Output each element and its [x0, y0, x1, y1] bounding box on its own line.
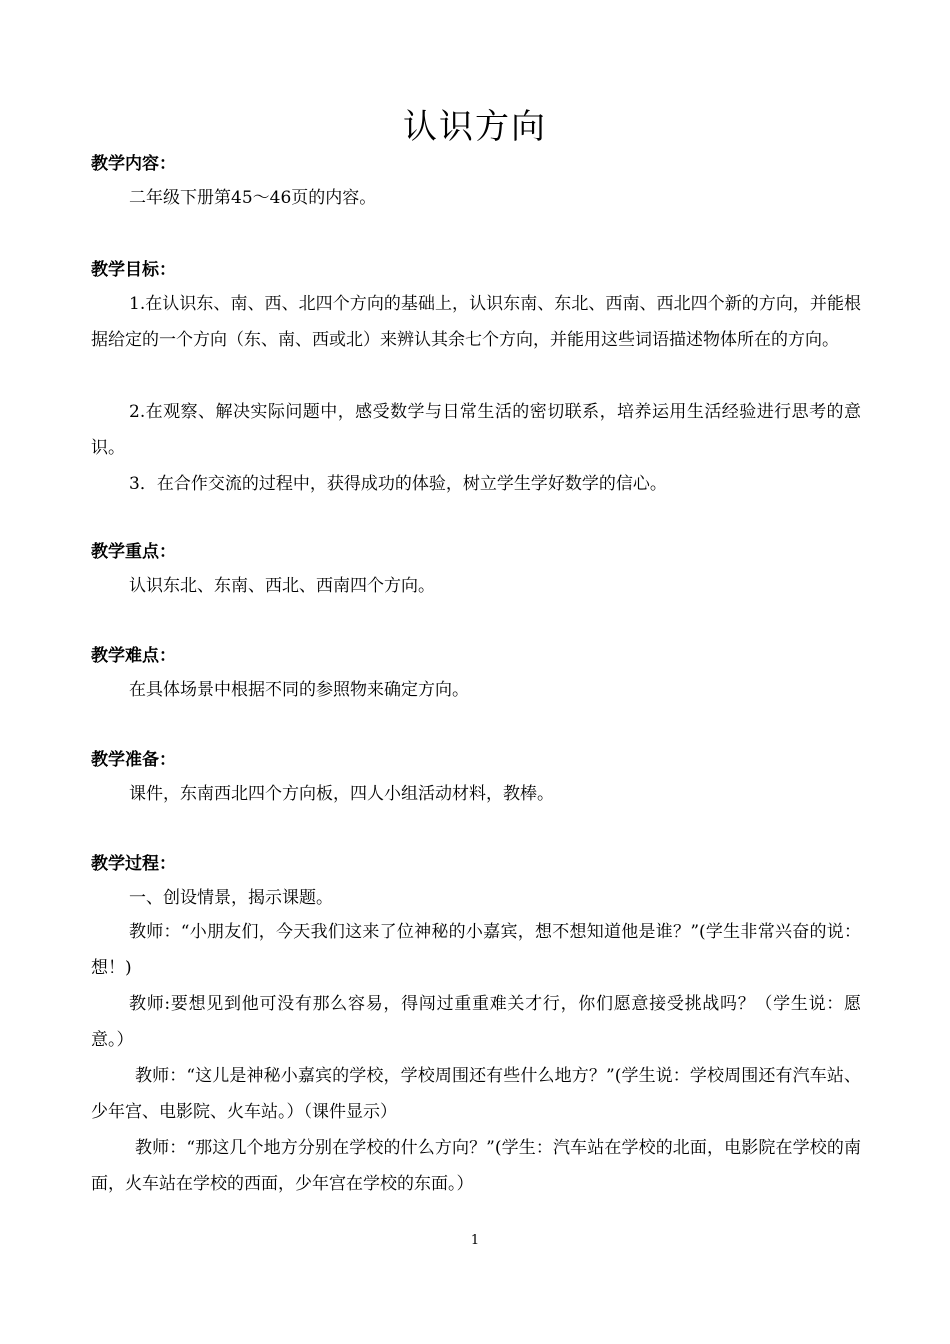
- section-heading-difficulties: 教学难点：: [91, 646, 176, 666]
- section-heading-goals: 教学目标：: [91, 260, 176, 280]
- goal-item-1: 1.在认识东、南、西、北四个方向的基础上，认识东南、东北、西南、西北四个新的方向，并能根据给定的一个方向（东、南、西或北）来辨认其余七个方向，并能用这些词语描述物体所在的方向。: [91, 294, 861, 350]
- process-paragraph: 教师:要想见到他可没有那么容易，得闯过重重难关才行，你们愿意接受挑战吗？（学生说：愿意。）: [91, 994, 861, 1050]
- section-heading-key-points: 教学重点：: [91, 542, 176, 562]
- goal-item-3: 3．在合作交流的过程中，获得成功的体验，树立学生学好数学的信心。: [129, 474, 667, 494]
- page-number: 1: [470, 1233, 480, 1248]
- process-paragraph: 教师：“这儿是神秘小嘉宾的学校，学校周围还有些什么地方？”(学生说：学校周围还有汽车站、少年宫、电影院、火车站。）（课件显示）: [91, 1066, 861, 1122]
- section-heading-preparation: 教学准备：: [91, 750, 176, 770]
- preparation-text: 课件，东南西北四个方向板，四人小组活动材料，教棒。: [129, 784, 554, 804]
- content-text: 二年级下册第45～46页的内容。: [129, 188, 377, 208]
- key-points-text: 认识东北、东南、西北、西南四个方向。: [129, 576, 435, 596]
- section-heading-process: 教学过程：: [91, 854, 176, 874]
- goal-item-2: 2.在观察、解决实际问题中，感受数学与日常生活的密切联系，培养运用生活经验进行思考的意识。: [91, 402, 861, 458]
- page-title: 认识方向: [403, 107, 547, 147]
- section-heading-content: 教学内容：: [91, 154, 176, 174]
- process-paragraph: 教师：“小朋友们，今天我们这来了位神秘的小嘉宾，想不想知道他是谁？”(学生非常兴奋的说：想！): [91, 922, 861, 978]
- process-paragraph: 一、创设情景，揭示课题。: [129, 888, 333, 908]
- process-paragraph: 教师：“那这几个地方分别在学校的什么方向？”(学生：汽车站在学校的北面，电影院在学校的南面，火车站在学校的西面，少年宫在学校的东面。）: [91, 1138, 861, 1194]
- difficulties-text: 在具体场景中根据不同的参照物来确定方向。: [129, 680, 469, 700]
